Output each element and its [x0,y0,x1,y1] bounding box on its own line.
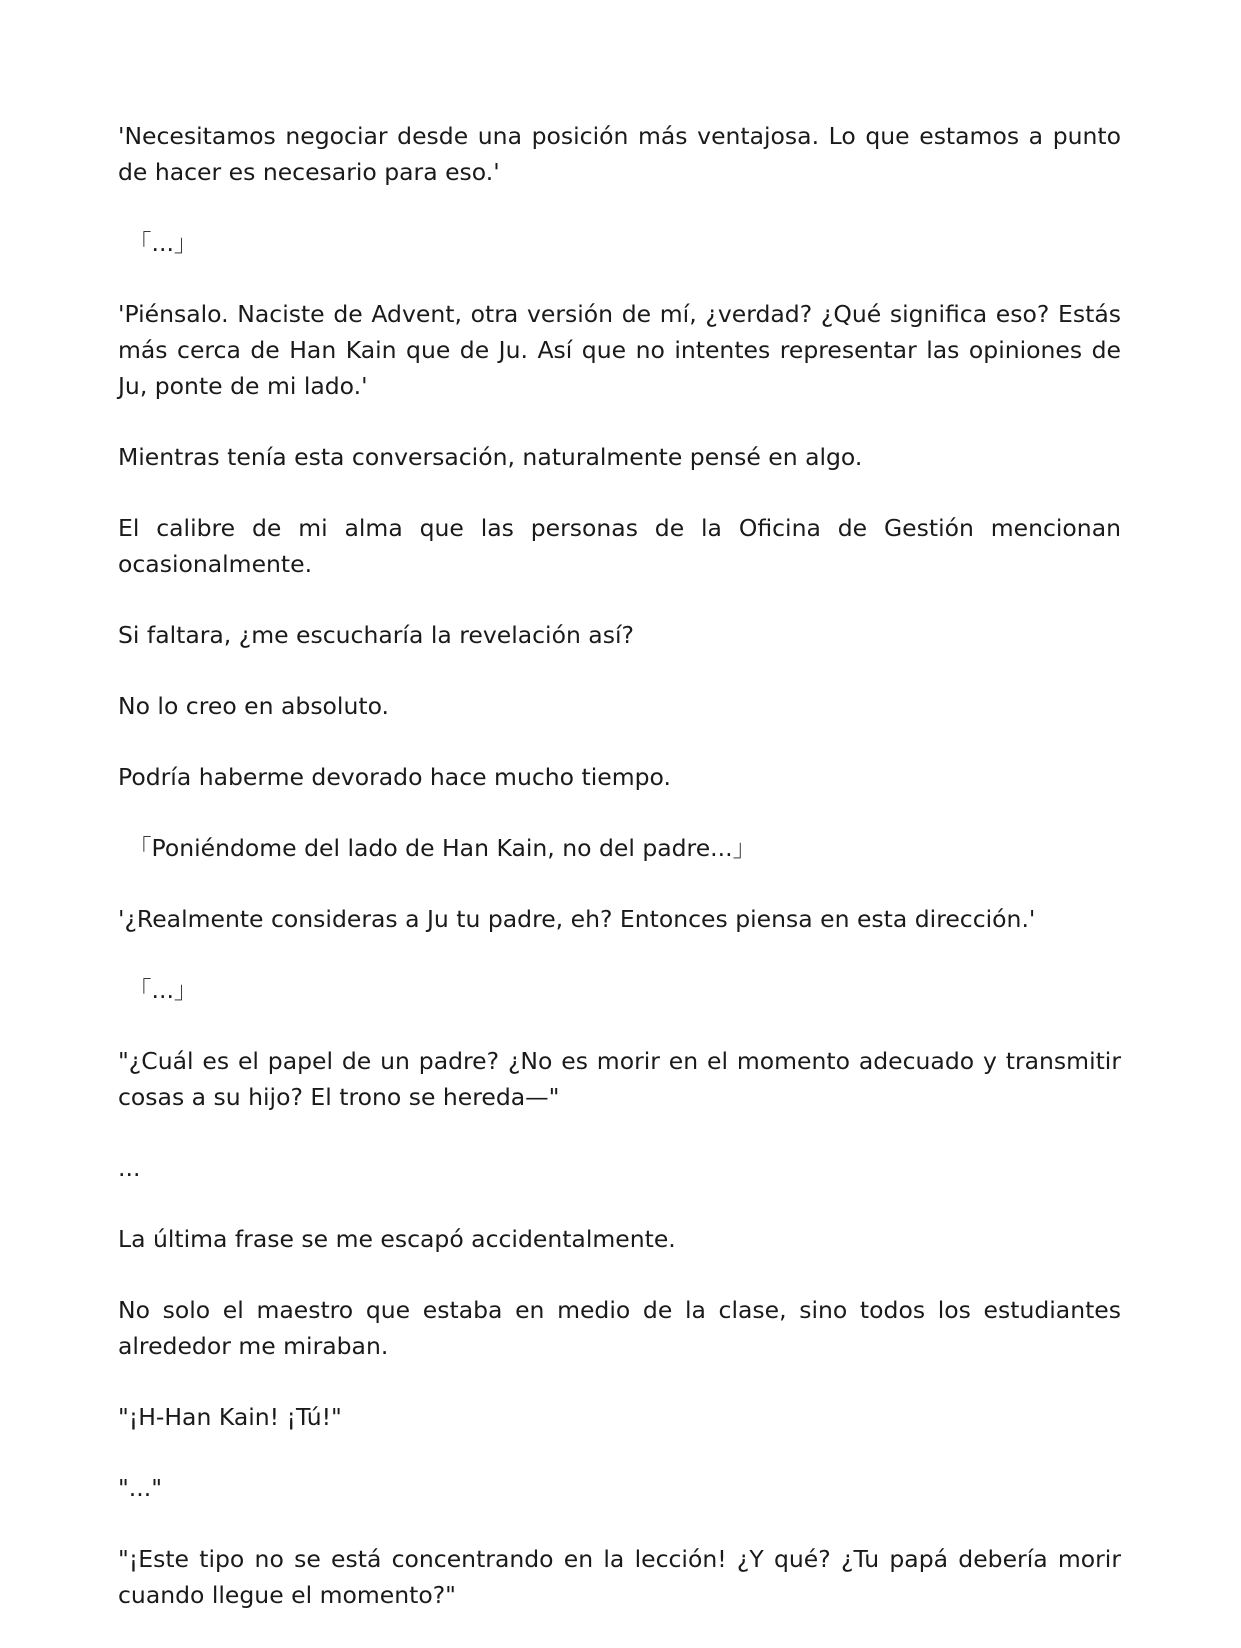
paragraph-15: No solo el maestro que estaba en medio de la clase, sino todos los estudiantes alrededor me miraban. [118,1296,1121,1360]
paragraph-16: "¡H-Han Kain! ¡Tú!" [118,1403,342,1431]
paragraph-18: "¡Este tipo no se está concentrando en la lección! ¿Y qué? ¿Tu papá debería morir cuando llegue el momento?" [118,1545,1121,1609]
paragraph-12: "¿Cuál es el papel de un padre? ¿No es morir en el momento adecuado y transmitir cosas a su hijo? El trono se hereda—" [118,1047,1121,1111]
paragraph-14: La última frase se me escapó accidentalmente. [118,1225,676,1253]
paragraph-13: ... [118,1154,141,1182]
paragraph-3: 'Piénsalo. Naciste de Advent, otra versión de mí, ¿verdad? ¿Qué significa eso? Estás más cerca de Han Kain que de Ju. Así que no intentes representar las opiniones de Ju, ponte de mi lado.' [118,300,1121,400]
paragraph-1: 'Necesitamos negociar desde una posición más ventajosa. Lo que estamos a punto de hacer es necesario para eso.' [118,122,1121,186]
paragraph-7: No lo creo en absoluto. [118,692,390,720]
paragraph-10: '¿Realmente consideras a Ju tu padre, eh? Entonces piensa en esta dirección.' [118,905,1036,933]
document-body [118,118,1121,1648]
paragraph-2: 「...」 [128,229,198,257]
paragraph-5: El calibre de mi alma que las personas de la Oficina de Gestión mencionan ocasionalmente. [118,514,1121,578]
paragraph-17: "..." [118,1474,163,1502]
paragraph-8: Podría haberme devorado hace mucho tiempo. [118,763,671,791]
paragraph-6: Si faltara, ¿me escucharía la revelación así? [118,621,634,649]
paragraph-9: 「Poniéndome del lado de Han Kain, no del padre...」 [128,834,757,862]
paragraph-11: 「...」 [128,976,198,1004]
paragraph-4: Mientras tenía esta conversación, naturalmente pensé en algo. [118,443,863,471]
